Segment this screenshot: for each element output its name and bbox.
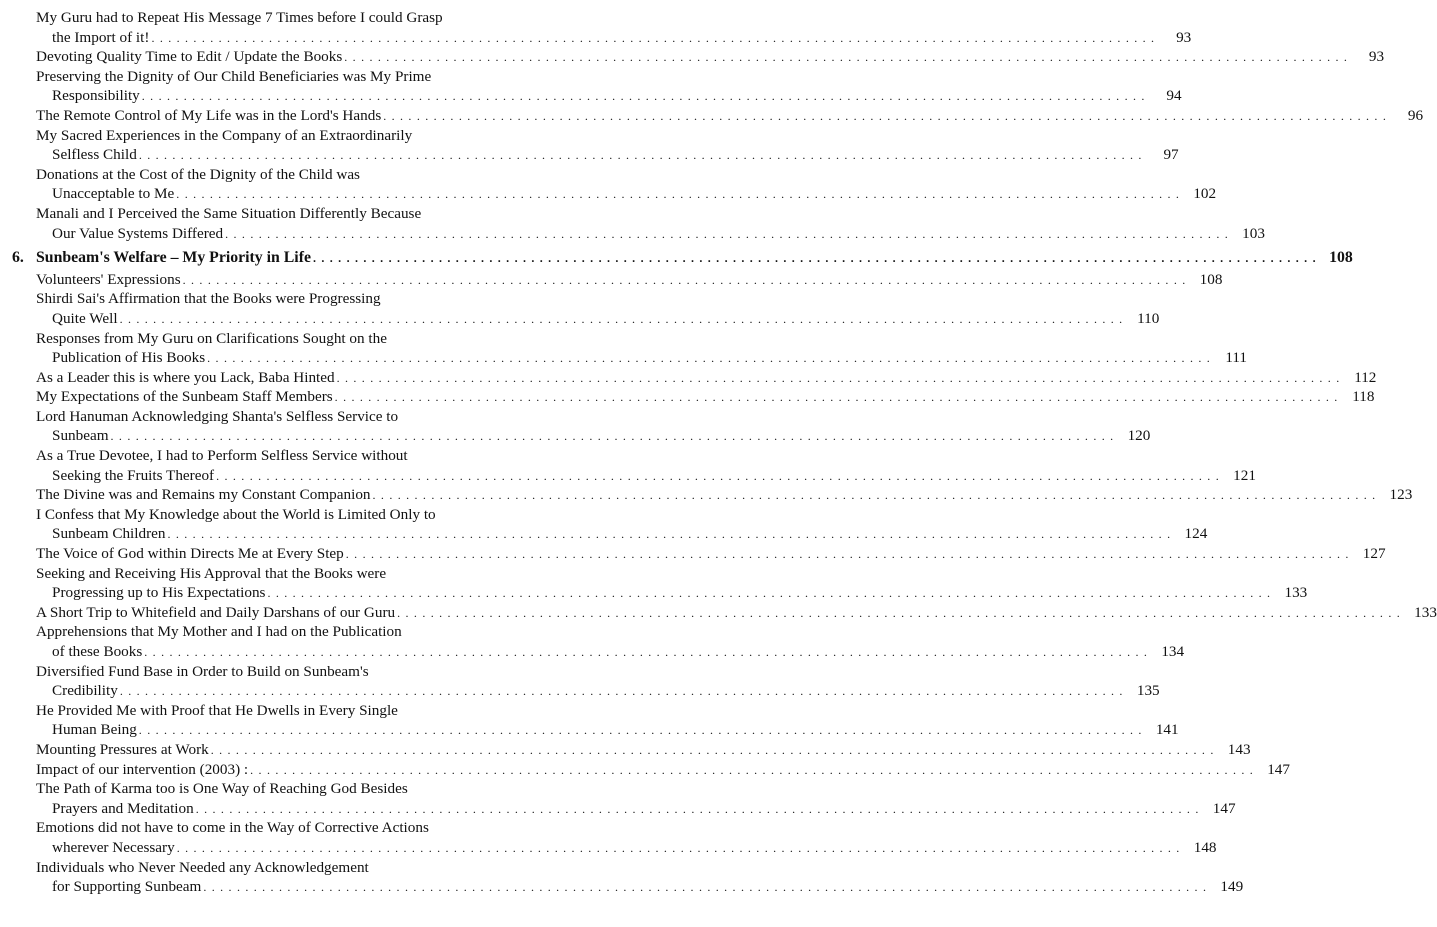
- toc-entry-title: I Confess that My Knowledge about the World is Limited Only to: [36, 505, 436, 523]
- page-number: 102: [1193, 185, 1217, 203]
- toc-entry-title: Publication of His Books: [52, 349, 206, 367]
- dot-leader: . . . . . . . . . . . . . . . . . . . . . . . . . . . . . . . . . . . . . . . . . . . . . . . . . . . . . . . . . . . . . . . . . . . . . . . . . . . . . . . . . . . . . . . . . . . . . . . . . . . . . . . . . . . . . . . . . . . . . . . .: [176, 840, 1181, 855]
- toc-entry-continuation: [0, 642, 1185, 662]
- toc-entry-title: Unacceptable to Me: [52, 185, 175, 203]
- toc-entry-continuation: [0, 799, 1236, 819]
- toc-entry[interactable]: [0, 8, 1192, 47]
- toc-entry-continuation: [0, 86, 1182, 106]
- toc-entry[interactable]: [0, 603, 1437, 623]
- toc-entry[interactable]: [0, 446, 1256, 485]
- toc-entry[interactable]: [0, 760, 1290, 780]
- toc-entry-title: My Sacred Experiences in the Company of an Extraordinarily: [36, 126, 413, 144]
- toc-entry-title: Credibility: [52, 682, 118, 700]
- toc-entry-title: My Guru had to Repeat His Message 7 Times before I could Grasp: [36, 9, 443, 26]
- table-of-contents: [0, 8, 1437, 897]
- toc-entry-title: wherever Necessary: [52, 838, 175, 856]
- dot-leader: . . . . . . . . . . . . . . . . . . . . . . . . . . . . . . . . . . . . . . . . . . . . . . . . . . . . . . . . . . . . . . . . . . . . . . . . . . . . . . . . . . . . . . . . . . . . . . . . . . . . . . . . . . . . . . . . . . . . . . . .: [141, 89, 1146, 104]
- toc-entry-continuation: [0, 877, 1244, 897]
- toc-entry[interactable]: [0, 270, 1223, 290]
- toc-entry-line: [0, 8, 600, 28]
- page-number: 147: [1212, 799, 1236, 817]
- toc-entry-title: Selfless Child: [52, 146, 137, 164]
- toc-entry-line: [0, 368, 1377, 388]
- toc-entry-line: [0, 446, 600, 466]
- page-number: 135: [1136, 682, 1160, 700]
- page-number: 111: [1225, 349, 1247, 367]
- toc-entry-line: [0, 544, 1386, 564]
- toc-entry-continuation: [0, 583, 1308, 603]
- toc-entry[interactable]: [0, 485, 1413, 505]
- toc-entry[interactable]: [0, 818, 1217, 857]
- toc-entry-line: [0, 407, 600, 427]
- dot-leader: . . . . . . . . . . . . . . . . . . . . . . . . . . . . . . . . . . . . . . . . . . . . . . . . . . . . . . . . . . . . . . . . . . . . . . . . . . . . . . . . . . . . . . . . . . . . . . . . . . . . . . . . . . . . . . . . . . . . . . . .: [225, 226, 1229, 241]
- toc-entry-title: Donations at the Cost of the Dignity of the Child was: [36, 165, 360, 183]
- page-number: 94: [1166, 87, 1182, 105]
- toc-entry-line: [0, 270, 1223, 290]
- toc-entry-title: Devoting Quality Time to Edit / Update the Books: [36, 48, 343, 66]
- toc-entry-title: The Divine was and Remains my Constant Companion: [36, 486, 371, 504]
- dot-leader: . . . . . . . . . . . . . . . . . . . . . . . . . . . . . . . . . . . . . . . . . . . . . . . . . . . . . . . . . . . . . . . . . . . . . . . . . . . . . . . . . . . . . . . . . . . . . . . . . . . . . . . . . . . . . . . . . . . . . . . .: [138, 723, 1143, 738]
- toc-entry-line: [0, 779, 600, 799]
- toc-entry-title: My Expectations of the Sunbeam Staff Members: [36, 388, 333, 406]
- page-number: 108: [1199, 270, 1223, 288]
- dot-leader: . . . . . . . . . . . . . . . . . . . . . . . . . . . . . . . . . . . . . . . . . . . . . . . . . . . . . . . . . . . . . . . . . . . . . . . . . . . . . . . . . . . . . . . . . . . . . . . . . . . . . . . . . . . . . . . . . . . . . . . .: [383, 108, 1388, 123]
- toc-entry-line: [0, 564, 600, 584]
- toc-entry-continuation: [0, 348, 1247, 368]
- toc-entry[interactable]: [0, 662, 1160, 701]
- page-number: 118: [1352, 388, 1375, 406]
- page-number: 97: [1163, 146, 1179, 164]
- toc-entry-title: Quite Well: [52, 309, 118, 327]
- toc-entry-line: [0, 858, 600, 878]
- toc-entry-title: Emotions did not have to come in the Way of Corrective Actions: [36, 819, 429, 837]
- page-number: 120: [1127, 427, 1151, 445]
- page-number: 148: [1193, 838, 1217, 856]
- toc-entry[interactable]: [0, 289, 1160, 328]
- dot-leader: . . . . . . . . . . . . . . . . . . . . . . . . . . . . . . . . . . . . . . . . . . . . . . . . . . . . . . . . . . . . . . . . . . . . . . . . . . . . . . . . . . . . . . . . . . . . . . . . . . . . . . . . . . . . . . . . . . . . . . . .: [195, 801, 1200, 816]
- toc-entry[interactable]: [0, 165, 1217, 204]
- page-number: 134: [1161, 643, 1185, 660]
- toc-entry[interactable]: [0, 368, 1377, 388]
- toc-entry-title: for Supporting Sunbeam: [52, 878, 202, 896]
- toc-entry-line: [0, 387, 1375, 407]
- toc-entry-title: The Remote Control of My Life was in the Lord's Hands: [36, 106, 382, 124]
- dot-leader: . . . . . . . . . . . . . . . . . . . . . . . . . . . . . . . . . . . . . . . . . . . . . . . . . . . . . . . . . . . . . . . . . . . . . . . . . . . . . . . . . . . . . . . . . . . . . . . . . . . . . . . . . . . . . . . . . . . . . . . .: [372, 488, 1377, 503]
- toc-entry-title: Diversified Fund Base in Order to Build on Sunbeam's: [36, 662, 369, 680]
- toc-entry-continuation: [0, 720, 1179, 740]
- toc-entry-title: Impact of our intervention (2003) :: [36, 760, 249, 778]
- dot-leader: . . . . . . . . . . . . . . . . . . . . . . . . . . . . . . . . . . . . . . . . . . . . . . . . . . . . . . . . . . . . . . . . . . . . . . . . . . . . . . . . . . . . . . . . . . . . . . . . . . . . . . . . . . . . . . . . . . . . . . . .: [119, 684, 1124, 699]
- dot-leader: . . . . . . . . . . . . . . . . . . . . . . . . . . . . . . . . . . . . . . . . . . . . . . . . . . . . . . . . . . . . . . . . . . . . . . . . . . . . . . . . . . . . . . . . . . . . . . . . . . . . . . . . . . . . . . . . . . . . . . . .: [138, 148, 1143, 163]
- page-number: 93: [1368, 48, 1385, 66]
- toc-entry-line: [0, 47, 1385, 67]
- toc-entry-line: [0, 701, 600, 721]
- toc-entry-title: of these Books: [52, 643, 143, 660]
- toc-entry[interactable]: [0, 505, 1208, 544]
- toc-entry-continuation: [0, 184, 1217, 204]
- page-number: 121: [1233, 466, 1256, 484]
- chapter-heading[interactable]: [0, 248, 1353, 268]
- toc-entry-title: Responsibility: [52, 87, 140, 105]
- page-number: 141: [1155, 721, 1179, 739]
- toc-entry-line: [0, 505, 600, 525]
- toc-entry[interactable]: [0, 407, 1151, 446]
- toc-entry-title: Our Value Systems Differed: [52, 224, 224, 242]
- toc-entry-title: Lord Hanuman Acknowledging Shanta's Selfless Service to: [36, 407, 399, 425]
- toc-entry-line: [0, 329, 600, 349]
- toc-entry-continuation: [0, 681, 1160, 701]
- dot-leader: . . . . . . . . . . . . . . . . . . . . . . . . . . . . . . . . . . . . . . . . . . . . . . . . . . . . . . . . . . . . . . . . . . . . . . . . . . . . . . . . . . . . . . . . . . . . . . . . . . . . . . . . . . . . . . . . . . . . . . . .: [334, 390, 1339, 405]
- toc-entry-title: Apprehensions that My Mother and I had on the Publication: [36, 623, 402, 641]
- dot-leader: . . . . . . . . . . . . . . . . . . . . . . . . . . . . . . . . . . . . . . . . . . . . . . . . . . . . . . . . . . . . . . . . . . . . . . . . . . . . . . . . . . . . . . . . . . . . . . . . . . . . . . . . . . . . . . . . . . . . . . . .: [216, 468, 1220, 483]
- toc-entry-line: [0, 485, 1413, 505]
- page-number: 149: [1220, 878, 1244, 896]
- dot-leader: . . . . . . . . . . . . . . . . . . . . . . . . . . . . . . . . . . . . . . . . . . . . . . . . . . . . . . . . . . . . . . . . . . . . . . . . . . . . . . . . . . . . . . . . . . . . . . . . . . . . . . . . . . . . . . . . . . . . . . . .: [336, 370, 1341, 385]
- toc-entry-line: [0, 126, 600, 146]
- dot-leader: . . . . . . . . . . . . . . . . . . . . . . . . . . . . . . . . . . . . . . . . . . . . . . . . . . . . . . . . . . . . . . . . . . . . . . . . . . . . . . . . . . . . . . . . . . . . . . . . . . . . . . . . . . . . . . . . . . . . . . . .: [207, 351, 1211, 366]
- toc-entry[interactable]: [0, 204, 1265, 243]
- toc-entry-line: [0, 106, 1424, 126]
- page-number: 96: [1407, 106, 1424, 124]
- toc-entry-title: The Path of Karma too is One Way of Reaching God Besides: [36, 780, 408, 798]
- dot-leader: . . . . . . . . . . . . . . . . . . . . . . . . . . . . . . . . . . . . . . . . . . . . . . . . . . . . . . . . . . . . . . . . . . . . . . . . . . . . . . . . . . . . . . . . . . . . . . . . . . . . . . . . . . . . . . . . . . . . . . . .: [182, 272, 1187, 287]
- toc-entry[interactable]: [0, 701, 1179, 740]
- page-number: 143: [1227, 740, 1251, 758]
- dot-leader: . . . . . . . . . . . . . . . . . . . . . . . . . . . . . . . . . . . . . . . . . . . . . . . . . . . . . . . . . . . . . . . . . . . . . . . . . . . . . . . . . . . . . . . . . . . . . . . . . . . . . . . . . . . . . . . . . . . . . . . .: [167, 527, 1172, 542]
- page-number: 123: [1389, 486, 1413, 504]
- dot-leader: . . . . . . . . . . . . . . . . . . . . . . . . . . . . . . . . . . . . . . . . . . . . . . . . . . . . . . . . . . . . . . . . . . . . . . . . . . . . . . . . . . . . . . . . . . . . . . . . . . . . . . . . . . . . . . . . . . . . . . . .: [144, 645, 1149, 659]
- toc-entry[interactable]: [0, 387, 1375, 407]
- toc-entry-title: As a True Devotee, I had to Perform Selfless Service without: [36, 447, 408, 465]
- toc-entry-title: Volunteers' Expressions: [36, 270, 181, 288]
- toc-entry[interactable]: [0, 622, 1185, 661]
- toc-entry-title: Seeking and Receiving His Approval that the Books were: [36, 564, 387, 582]
- toc-entry[interactable]: [0, 106, 1424, 126]
- toc-entry-line: [0, 165, 600, 185]
- dot-leader: . . . . . . . . . . . . . . . . . . . . . . . . . . . . . . . . . . . . . . . . . . . . . . . . . . . . . . . . . . . . . . . . . . . . . . . . . . . . . . . . . . . . . . . . . . . . . . . . . . . . . . . . . . . . . . . . . . . . . . . .: [151, 30, 1156, 45]
- toc-entry-line: [0, 622, 600, 642]
- toc-entry[interactable]: [0, 779, 1236, 818]
- toc-entry-title: Preserving the Dignity of Our Child Beneficiaries was My Prime: [36, 67, 432, 85]
- dot-leader: . . . . . . . . . . . . . . . . . . . . . . . . . . . . . . . . . . . . . . . . . . . . . . . . . . . . . . . . . . . . . . . . . . . . . . . . . . . . . . . . . . . . . . . . . . . . . . . . . . . . . . . . . . . . . . . . . . . . . . . .: [344, 50, 1349, 65]
- page-number: 133: [1284, 584, 1308, 602]
- toc-entry[interactable]: [0, 67, 1182, 106]
- page-number: 127: [1362, 545, 1386, 563]
- toc-entry-continuation: [0, 145, 1179, 165]
- toc-entry[interactable]: [0, 329, 1247, 368]
- toc-entry[interactable]: [0, 564, 1308, 603]
- toc-entry-continuation: [0, 524, 1208, 544]
- page-number: 110: [1137, 309, 1160, 327]
- page-number: 147: [1267, 760, 1290, 778]
- toc-entry-title: He Provided Me with Proof that He Dwells in Every Single: [36, 701, 398, 719]
- toc-entry[interactable]: [0, 858, 1244, 897]
- dot-leader: . . . . . . . . . . . . . . . . . . . . . . . . . . . . . . . . . . . . . . . . . . . . . . . . . . . . . . . . . . . . . . . . . . . . . . . . . . . . . . . . . . . . . . . . . . . . . . . . . . . . . . . . . . . . . . . . . . . . . . . .: [267, 586, 1272, 601]
- toc-entry-line: [0, 662, 600, 682]
- dot-leader: . . . . . . . . . . . . . . . . . . . . . . . . . . . . . . . . . . . . . . . . . . . . . . . . . . . . . . . . . . . . . . . . . . . . . . . . . . . . . . . . . . . . . . . . . . . . . . . . . . . . . . . . . . . . . . . . . . . . . . . .: [119, 311, 1124, 326]
- toc-entry-title: Mounting Pressures at Work: [36, 740, 209, 758]
- toc-entry-line: [0, 603, 1437, 623]
- toc-entry-title: Responses from My Guru on Clarifications Sought on the: [36, 329, 387, 347]
- toc-entry-title: As a Leader this is where you Lack, Baba Hinted: [36, 368, 335, 386]
- dot-leader: . . . . . . . . . . . . . . . . . . . . . . . . . . . . . . . . . . . . . . . . . . . . . . . . . . . . . . . . . . . . . . . . . . . . . . . . . . . . . . . . . . . . . . . . . . . . . . . . . . . . . . . . . . . . . . . . . . . . . . . .: [110, 429, 1115, 444]
- toc-entry-line: [0, 67, 600, 87]
- toc-entry-continuation: [0, 309, 1160, 329]
- dot-leader: . . . . . . . . . . . . . . . . . . . . . . . . . . . . . . . . . . . . . . . . . . . . . . . . . . . . . . . . . . . . . . . . . . . . . . . . . . . . . . . . . . . . . . . . . . . . . . . . . . . . . . . . . . . . . . . . . . . . . . . .: [250, 762, 1254, 777]
- toc-entry[interactable]: [0, 47, 1385, 67]
- toc-entry-line: [0, 760, 1290, 780]
- toc-entry-title: Manali and I Perceived the Same Situation Differently Because: [36, 204, 422, 222]
- toc-entry-line: [0, 289, 600, 309]
- toc-entry-title: Progressing up to His Expectations: [52, 584, 266, 602]
- toc-entry-line: [0, 204, 600, 224]
- toc-entry-title: The Voice of God within Directs Me at Every Step: [36, 545, 344, 563]
- toc-entry-title: Prayers and Meditation: [52, 799, 194, 817]
- toc-entry-title: Sunbeam Children: [52, 525, 166, 543]
- toc-entry-title: the Import of it!: [52, 28, 150, 46]
- chapter-number: 6.: [12, 249, 24, 267]
- page-number: 133: [1414, 603, 1437, 621]
- dot-leader: . . . . . . . . . . . . . . . . . . . . . . . . . . . . . . . . . . . . . . . . . . . . . . . . . . . . . . . . . . . . . . . . . . . . . . . . . . . . . . . . . . . . . . . . . . . . . . . . . . . . . . . . . . . . . . . . . . . . . . . .: [345, 547, 1350, 562]
- dot-leader: . . . . . . . . . . . . . . . . . . . . . . . . . . . . . . . . . . . . . . . . . . . . . . . . . . . . . . . . . . . . . . . . . . . . . . . . . . . . . . . . . . . . . . . . . . . . . . . . . . . . . . . . . . . . . . . . . . . . . . . .: [203, 880, 1208, 895]
- toc-entry-title: Human Being: [52, 721, 137, 739]
- toc-entry-continuation: [0, 426, 1151, 446]
- toc-entry-title: Sunbeam: [52, 427, 109, 445]
- toc-entry-continuation: [0, 224, 1265, 244]
- chapter-title: Sunbeam's Welfare – My Priority in Life: [36, 249, 311, 267]
- toc-entry-title: A Short Trip to Whitefield and Daily Darshans of our Guru: [36, 603, 396, 621]
- toc-entry-continuation: [0, 28, 1192, 48]
- page-number: 108: [1329, 249, 1353, 267]
- toc-entry-title: Individuals who Never Needed any Acknowledgement: [36, 858, 369, 876]
- toc-entry-title: Seeking the Fruits Thereof: [52, 466, 215, 484]
- dot-leader: . . . . . . . . . . . . . . . . . . . . . . . . . . . . . . . . . . . . . . . . . . . . . . . . . . . . . . . . . . . . . . . . . . . . . . . . . . . . . . . . . . . . . . . . . . . . . . . . . . . . . . . . . . . . . . . . . . . . . . . .: [210, 742, 1215, 757]
- toc-entry-line: [0, 740, 1251, 760]
- toc-entry-continuation: [0, 838, 1217, 858]
- page-number: 103: [1242, 224, 1265, 242]
- page-number: 93: [1176, 28, 1192, 46]
- dot-leader: . . . . . . . . . . . . . . . . . . . . . . . . . . . . . . . . . . . . . . . . . . . . . . . . . . . . . . . . . . . . . . . . . . . . . . . . . . . . . . . . . . . . . . . . . . . . . . . . . . . . . . . . . . . . . . . . . . . . . . . .: [176, 187, 1181, 202]
- toc-entry-line: [0, 818, 600, 838]
- toc-entry-title: Shirdi Sai's Affirmation that the Books were Progressing: [36, 290, 381, 308]
- page-number: 112: [1354, 368, 1377, 386]
- dot-leader: . . . . . . . . . . . . . . . . . . . . . . . . . . . . . . . . . . . . . . . . . . . . . . . . . . . . . . . . . . . . . . . . . . . . . . . . . . . . . . . . . . . . . . . . . . . . . . . . . . . . . . . . . . . . . . . . . . . . . . . .: [397, 605, 1401, 620]
- dot-leader: . . . . . . . . . . . . . . . . . . . . . . . . . . . . . . . . . . . . . . . . . . . . . . . . . . . . . . . . . . . . . . . . . . . . . . . . . . . . . . . . . . . . . . . . . . . . . . . . . . . . . . . . . . . . . . . . . . . . . . . .: [312, 251, 1317, 266]
- toc-entry[interactable]: [0, 126, 1179, 165]
- page-number: 124: [1184, 525, 1208, 543]
- chapter-line: [0, 248, 1353, 268]
- toc-entry[interactable]: [0, 740, 1251, 760]
- toc-entry[interactable]: [0, 544, 1386, 564]
- toc-entry-continuation: [0, 466, 1256, 486]
